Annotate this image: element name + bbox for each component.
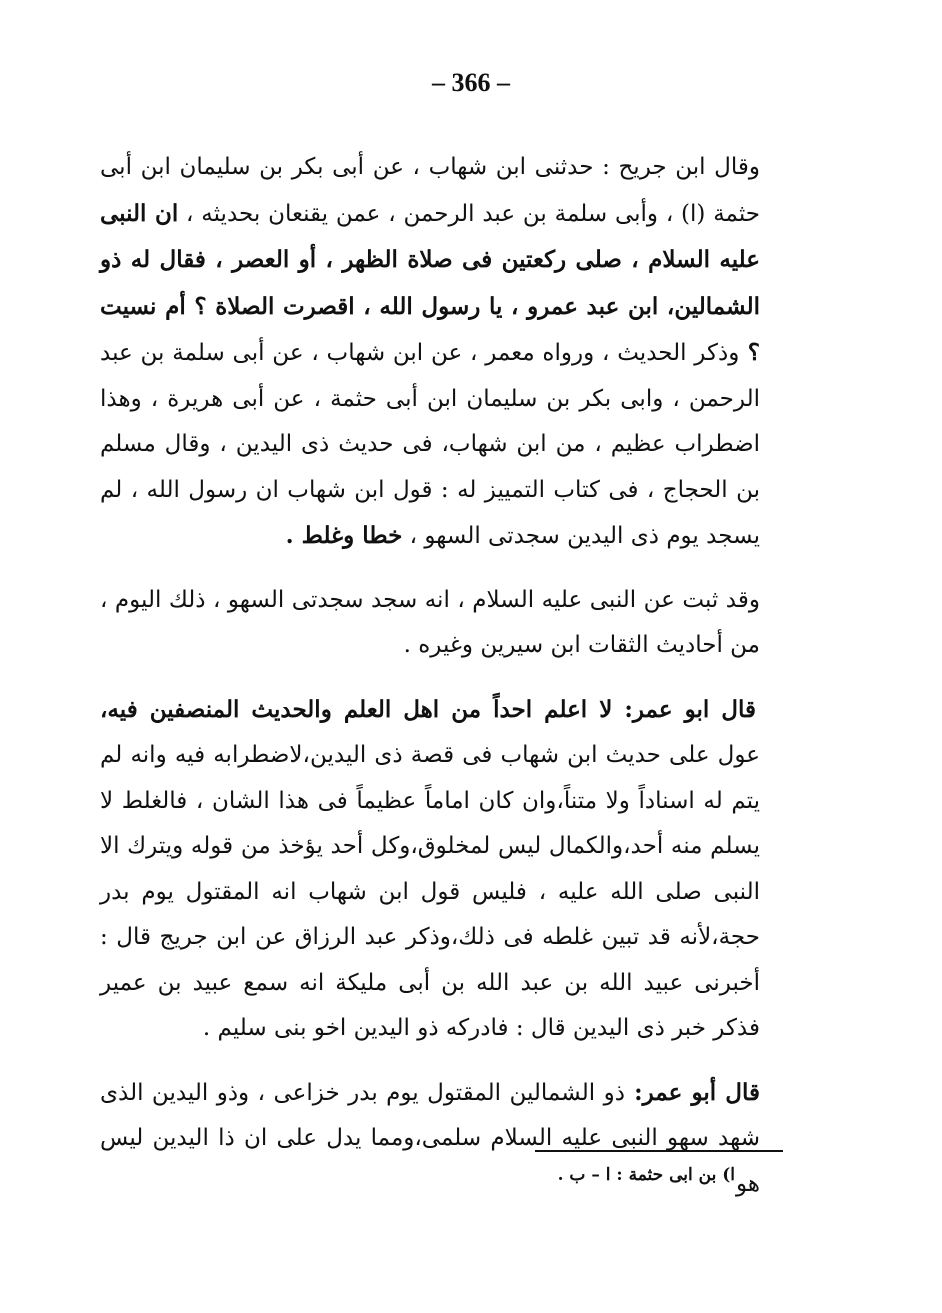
paragraph-1 [100, 145, 790, 560]
text-line: ابن شهاب ان رسول الله ، لم يسجد يوم ذى اليدين سجدتى السهو ، [100, 476, 760, 549]
text-line: الذى شهد سهو النبى عليه السلام سلمى،ومما يدل على ان ذا اليدين ليس هو [100, 1079, 760, 1197]
text-line: ابن عبد عمرو ، يا رسول الله ، اقصرت الصلاة ؟ أم نسيت ؟ [100, 292, 760, 366]
text-line: وذكر الحديث ، ورواه معمر ، عن ابن شهاب ، عن أبى سلمة بن عبد الرحمن ، وابى بكر بن [100, 340, 760, 412]
footnote: ا) بن ابى حثمة : ا – ب . [557, 1165, 735, 1185]
text-line: خطا وغلط . [285, 522, 403, 549]
text-line: ليس لمخلوق،وكل أحد يؤخذ من قوله ويترك الا النبى صلى الله عليه ، فليس [100, 833, 760, 905]
text-line: عول على حديث ابن شهاب فى قصة ذى اليدين،لاضطرابه فيه وانه لم يتم له اسناداً [100, 742, 760, 814]
paragraph-3 [100, 687, 790, 1052]
text-line: ولا متناً،وان كان اماماً عظيماً فى هذا الشان ، فالغلط لا يسلم منه أحد،والكمال [100, 787, 760, 859]
page-number: – 366 – [432, 68, 510, 97]
text-line: قول ابن شهاب انه المقتول يوم بدر حجة،لأنه قد تبين غلطه فى ذلك،وذكر [100, 878, 760, 950]
paragraph-lead: قال أبو عمر: [624, 1078, 760, 1106]
text-line: سليمان ابن أبى حثمة ، عن أبى هريرة ، وهذا اضطراب عظيم ، من ابن شهاب، [100, 385, 760, 457]
text-line: فى حديث ذى اليدين ، وقال مسلم بن الحجاج ، فى كتاب التمييز له : قول [100, 431, 760, 503]
text-line: ان النبى عليه السلام ، صلى ركعتين فى صلاة الظهر ، أو العصر ، فقال له ذو الشمالين، [100, 199, 760, 320]
body-text [100, 145, 790, 1207]
text-line: اليوم ، من أحاديث الثقات ابن سيرين وغيره . [100, 586, 760, 658]
footnote-rule [535, 1150, 783, 1152]
paragraph-lead: قال ابو عمر: لا اعلم احداً من اهل العلم والحديث المنصفين فيه، [100, 695, 756, 723]
text-line: أبى حثمة (ا) ، وأبى سلمة بن عبد الرحمن ، عمن يقنعان بحديثه ، [100, 154, 760, 227]
text-line: وقال ابن جريح : حدثنى ابن شهاب ، عن أبى بكر بن سليمان ابن [131, 154, 760, 180]
text-line: بنى سليم . [202, 1015, 307, 1041]
text-line: انه سمع عبيد بن عمير فذكر خبر ذى اليدين قال : فادركه ذو اليدين اخو [100, 969, 760, 1041]
text-line: ذو الشمالين المقتول يوم بدر خزاعى ، وذو اليدين [143, 1079, 625, 1106]
paragraph-2 [100, 578, 790, 669]
text-line: وقد ثبت عن النبى عليه السلام ، انه سجد سجدتى السهو ، ذلك [161, 586, 760, 613]
text-line: عبد الرزاق عن ابن جريج قال : أخبرنى عبيد الله بن عبد الله بن أبى مليكة [100, 924, 760, 996]
